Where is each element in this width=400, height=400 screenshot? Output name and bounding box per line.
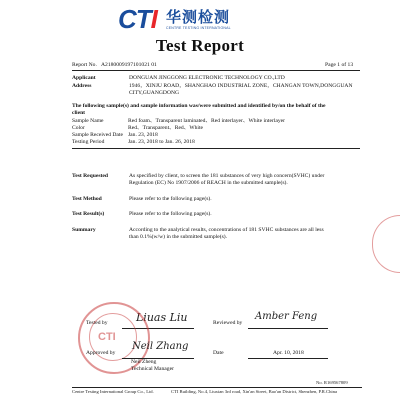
applicant-value: DONGUAN JINGGONG ELECTRONIC TECHNOLOGY CO.,LTD <box>129 75 285 81</box>
divider <box>72 148 360 149</box>
serial-number: No. R169567809 <box>316 380 348 385</box>
notice-line-1: The following sample(s) and sample information was/were submitted and identified by/on the behalf of the <box>72 103 326 109</box>
test-method-value: Please refer to the following page(s). <box>129 196 212 202</box>
cti-logo <box>118 4 231 34</box>
received-date-value: Jan. 23, 2018 <box>128 132 158 138</box>
test-requested-line-2: Regulation (EC) No 1907/2006 of REACH in the submitted sample(s). <box>129 180 288 186</box>
report-no-label: Report No. <box>72 62 97 68</box>
summary-line-1: According to the analytical results, concentrations of 181 SVHC substances are all less <box>129 227 324 233</box>
notice-line-2: client <box>72 110 86 116</box>
signature-line <box>248 358 328 359</box>
date-value: Apr. 10, 2018 <box>273 350 304 356</box>
test-results-label: Test Result(s) <box>72 211 105 217</box>
approver-name: Neil Zheng <box>131 359 157 365</box>
date-label: Date <box>213 350 224 356</box>
summary-line-2: than 0.1%(w/w) in the submitted sample(s). <box>129 234 228 240</box>
tested-by-signature: Liuas Liu <box>136 311 188 324</box>
testing-period-label: Testing Period <box>72 139 105 145</box>
logo-english-name: CENTRE TESTING INTERNATIONAL <box>166 26 231 30</box>
reviewed-by-label: Reviewed by <box>213 320 243 326</box>
address-label: Address <box>72 83 92 89</box>
report-no: A2180009197101021 01 <box>101 62 157 68</box>
approver-title: Technical Manager <box>131 366 174 372</box>
test-requested-line-1: As specified by client, to screen the 181 substances of very high concern(SVHC) under <box>129 173 325 179</box>
address-line-1: 1946，XINJU ROAD，SHANGHAO INDUSTRIAL ZONE，CHANGAN TOWN,DONGGUAN <box>129 83 353 89</box>
test-results-value: Please refer to the following page(s). <box>129 211 212 217</box>
color-value: Red、Transparent、Red、White <box>128 125 203 131</box>
footer-company: Centre Testing International Group Co., Ltd. <box>72 389 154 394</box>
color-label: Color <box>72 125 85 131</box>
footer-divider <box>72 387 362 388</box>
summary-label: Summary <box>72 227 96 233</box>
test-requested-label: Test Requested <box>72 173 108 179</box>
received-date-label: Sample Received Date <box>72 132 123 138</box>
approved-by-signature: Neil Zhang <box>132 341 189 352</box>
footer-address: CTI Building, No.4, Liuxian 3rd road, Xin'an Street, Bao'an District, Shenzhen, P.R.China <box>171 389 337 394</box>
applicant-label: Applicant <box>72 75 96 81</box>
report-title: Test Report <box>155 36 245 55</box>
testing-period-value: Jan. 23, 2018 to Jan. 26, 2018 <box>128 139 195 145</box>
approved-by-label: Approved by <box>86 350 116 356</box>
company-stamp: CTI <box>78 302 150 374</box>
divider <box>72 70 360 71</box>
signature-line <box>248 328 328 329</box>
reviewed-by-signature: Amber Feng <box>255 311 318 322</box>
sample-name-label: Sample Name <box>72 118 104 124</box>
test-method-label: Test Method <box>72 196 102 202</box>
side-seal <box>372 215 400 273</box>
logo-chinese-name: 华测检测 <box>166 8 231 26</box>
page-indicator: Page 1 of 13 <box>325 62 354 68</box>
logo-mark: CTI <box>118 4 157 34</box>
address-line-2: CITY,GUANGDONG <box>129 90 180 96</box>
sample-name-value: Red foam、Transparent laminated、Red interlayer、White interlayer <box>128 118 285 124</box>
tested-by-label: Tested by <box>86 320 108 326</box>
